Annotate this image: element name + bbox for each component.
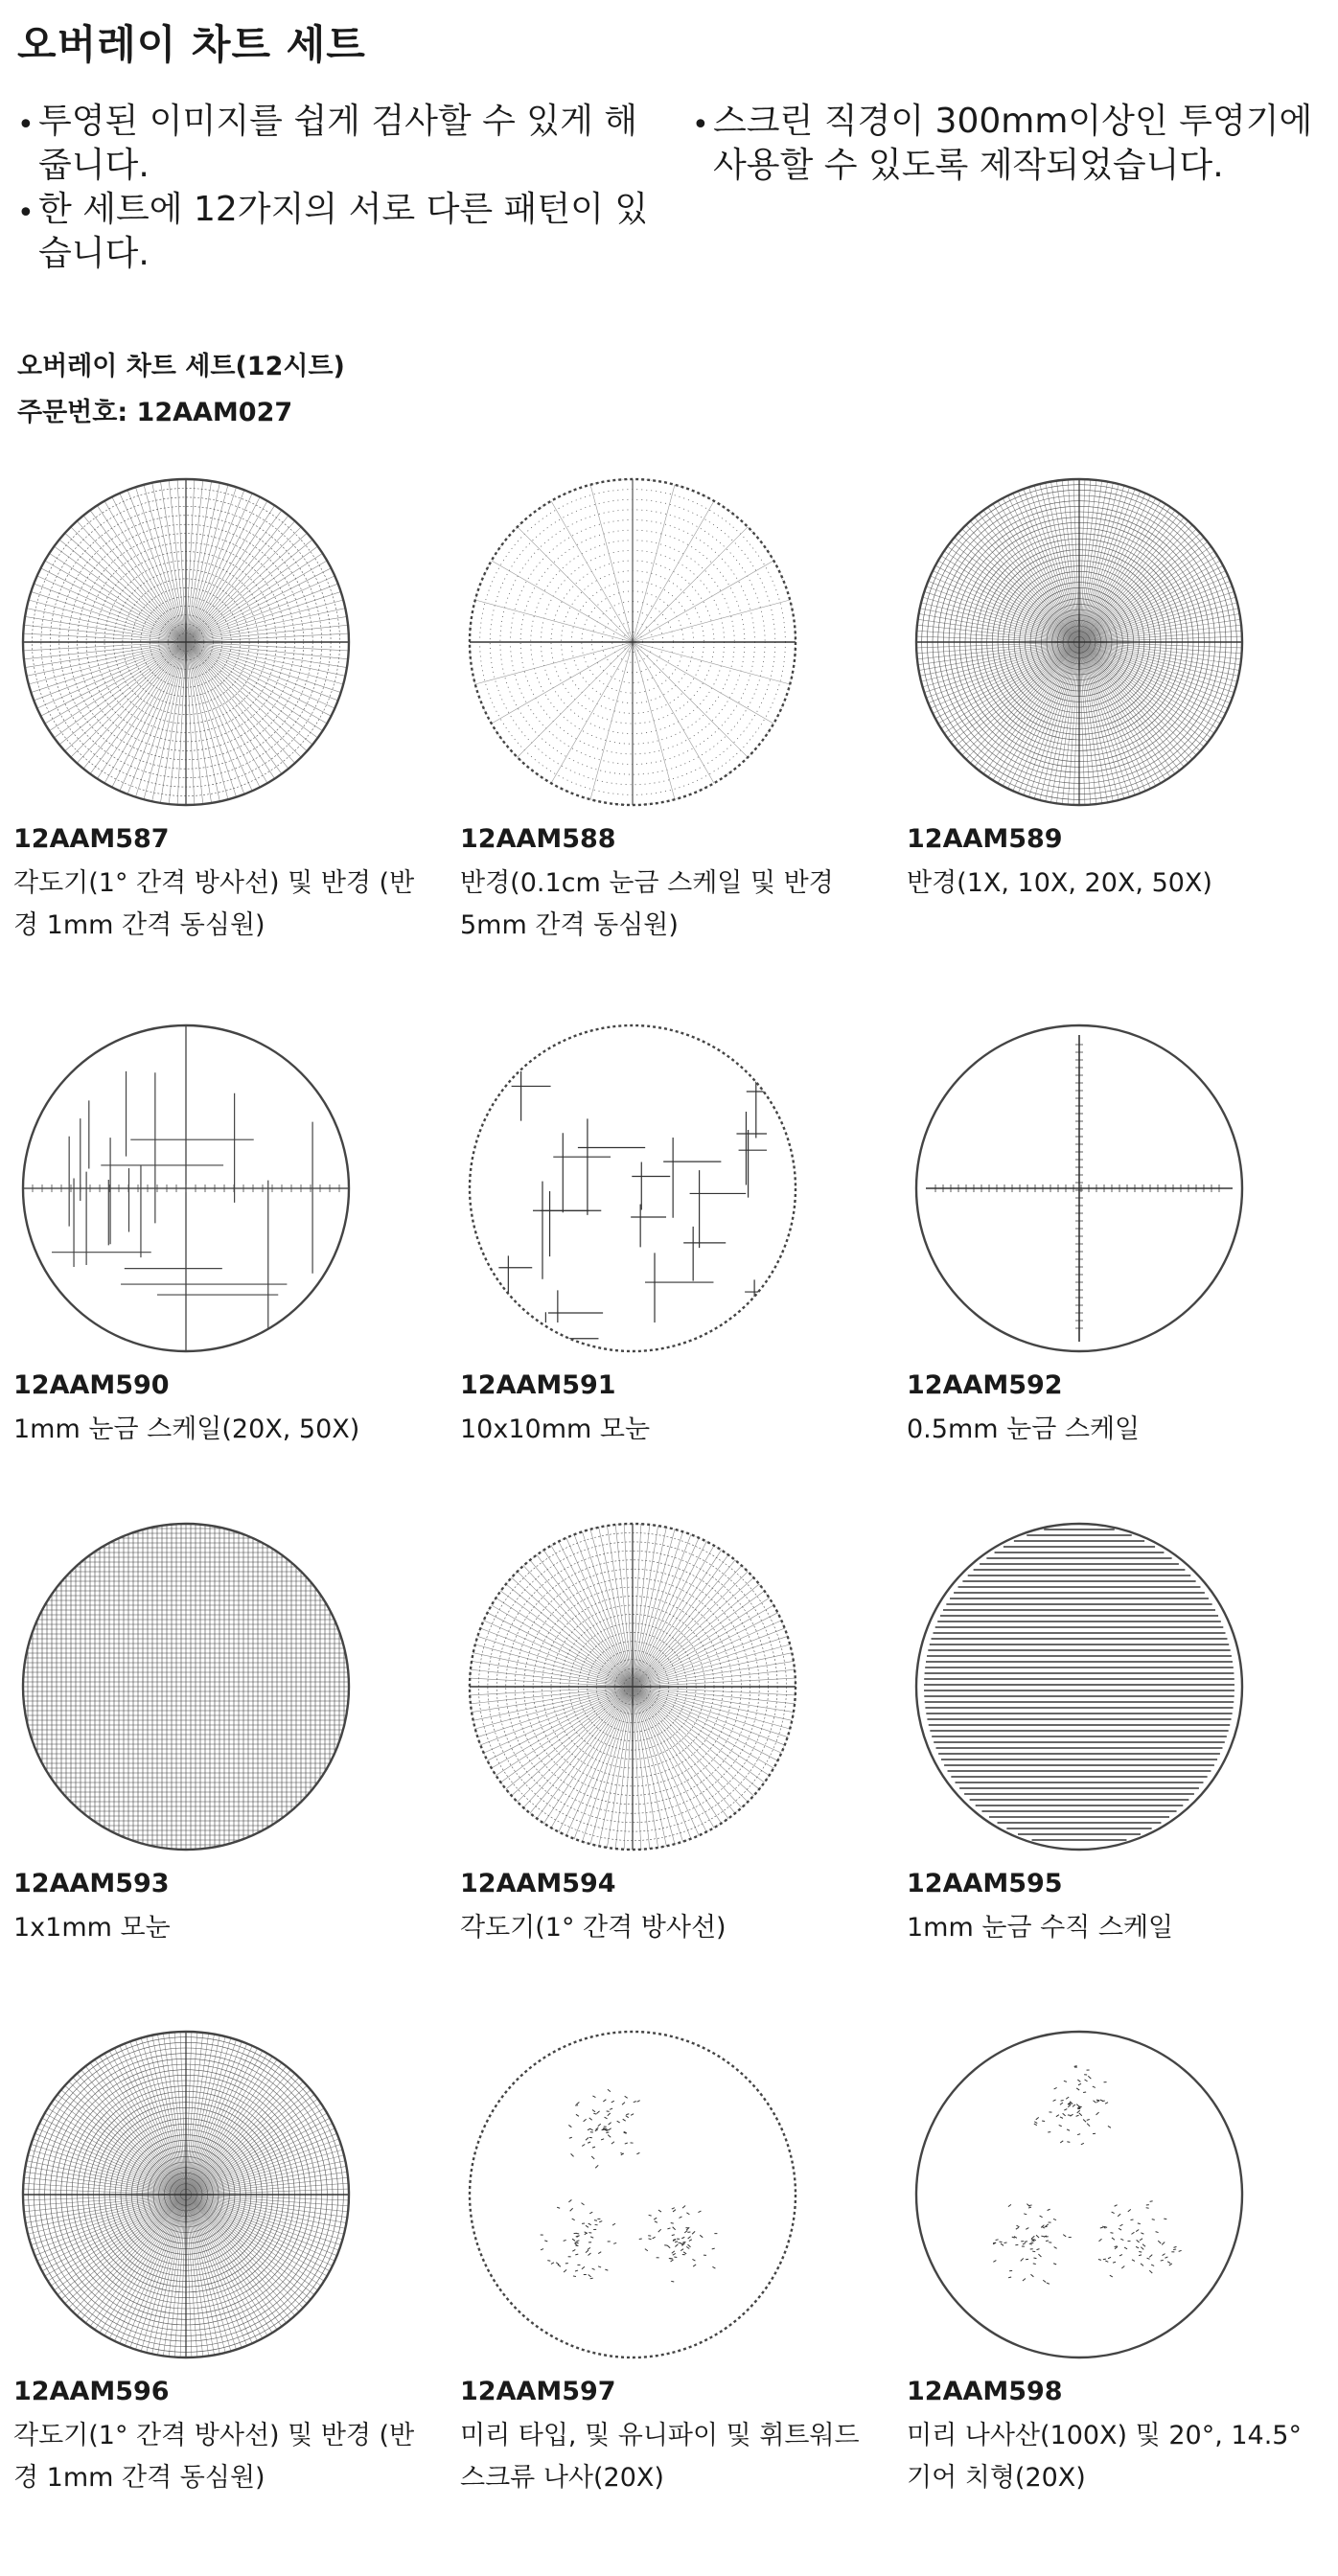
page-title: 오버레이 차트 세트 — [17, 21, 366, 68]
chart-pattern — [924, 1530, 1234, 1840]
chart-description: 각도기(1° 간격 방사선) 및 반경 (반경 1mm 간격 동심원) — [13, 868, 415, 940]
chart-code: 12AAM592 — [907, 1370, 1063, 1400]
chart-description: 반경(1X, 10X, 20X, 50X) — [907, 868, 1212, 898]
chart-pattern — [23, 1025, 349, 1351]
chart-description: 각도기(1° 간격 방사선) — [460, 1913, 727, 1943]
chart-card-12aam591 — [460, 1016, 882, 1514]
chart-card-12aam592 — [907, 1016, 1328, 1514]
chart-code: 12AAM590 — [13, 1370, 170, 1400]
chart-card-12aam589 — [907, 470, 1328, 968]
feature-text: 투영된 이미지를 쉽게 검사할 수 있게 해줍니다. — [38, 102, 638, 185]
chart-code: 12AAM589 — [907, 824, 1063, 854]
feature-item — [692, 100, 1325, 188]
overlay-chart-image — [907, 1514, 1252, 1859]
overlay-chart-image — [460, 2022, 805, 2367]
overlay-chart-image — [13, 1514, 358, 1859]
chart-card-12aam595 — [907, 1514, 1328, 2012]
chart-code: 12AAM597 — [460, 2377, 616, 2406]
chart-description: 미리 타입, 및 유니파이 및 휘트워드 스크류 나사(20X) — [460, 2421, 860, 2493]
overlay-chart-image — [13, 470, 358, 815]
overlay-chart-image — [460, 470, 805, 815]
chart-description: 10x10mm 모눈 — [460, 1414, 651, 1444]
feature-item — [17, 100, 669, 188]
set-name: 오버레이 차트 세트(12시트) — [17, 352, 345, 381]
chart-outline — [470, 2032, 796, 2358]
overlay-chart-image — [13, 1016, 358, 1361]
chart-card-12aam593 — [13, 1514, 435, 2012]
chart-description: 각도기(1° 간격 방사선) 및 반경 (반경 1mm 간격 동심원) — [13, 2421, 415, 2493]
order-number-line — [17, 391, 292, 428]
chart-pattern — [23, 479, 349, 805]
chart-card-12aam587 — [13, 470, 435, 968]
feature-text: 한 세트에 12가지의 서로 다른 패턴이 있습니다. — [38, 190, 649, 273]
bullet-icon: • — [692, 108, 709, 142]
chart-description: 0.5mm 눈금 스케일 — [907, 1414, 1141, 1444]
chart-description: 반경(0.1cm 눈금 스케일 및 반경 5mm 간격 동심원) — [460, 868, 834, 940]
chart-description: 미리 나사산(100X) 및 20°, 14.5° 기어 치형(20X) — [907, 2421, 1302, 2493]
overlay-chart-image — [907, 1016, 1252, 1361]
chart-pattern — [498, 1071, 767, 1339]
chart-description: 1mm 눈금 스케일(20X, 50X) — [13, 1414, 360, 1444]
chart-pattern — [916, 479, 1242, 805]
chart-code: 12AAM596 — [13, 2377, 170, 2406]
chart-code: 12AAM598 — [907, 2377, 1063, 2406]
chart-pattern — [23, 2032, 349, 2358]
order-number: 12AAM027 — [136, 398, 293, 427]
chart-card-12aam590 — [13, 1016, 435, 1514]
chart-pattern — [926, 1035, 1233, 1342]
overlay-chart-image — [13, 2022, 358, 2367]
feature-text: 스크린 직경이 300mm이상인 투영기에 사용할 수 있도록 제작되었습니다. — [713, 102, 1313, 185]
chart-pattern — [470, 1524, 796, 1850]
chart-pattern — [541, 2089, 718, 2282]
feature-item — [17, 188, 669, 276]
overlay-chart-image — [907, 470, 1252, 815]
chart-pattern — [23, 1524, 349, 1850]
chart-card-12aam594 — [460, 1514, 882, 2012]
overlay-chart-image — [907, 2022, 1252, 2367]
chart-pattern — [470, 479, 796, 805]
chart-code: 12AAM593 — [13, 1869, 170, 1898]
chart-pattern — [993, 2066, 1182, 2285]
chart-code: 12AAM595 — [907, 1869, 1063, 1898]
chart-description: 1mm 눈금 수직 스케일 — [907, 1913, 1174, 1943]
chart-description: 1x1mm 모눈 — [13, 1913, 171, 1943]
chart-card-12aam597 — [460, 2022, 882, 2520]
order-label: 주문번호: — [17, 398, 128, 427]
chart-card-12aam588 — [460, 470, 882, 968]
bullet-icon: • — [17, 196, 35, 230]
overlay-chart-image — [460, 1514, 805, 1859]
chart-code: 12AAM588 — [460, 824, 616, 854]
chart-code: 12AAM591 — [460, 1370, 616, 1400]
chart-card-12aam598 — [907, 2022, 1328, 2520]
features-right — [692, 100, 1325, 188]
overlay-chart-image — [460, 1016, 805, 1361]
chart-card-12aam596 — [13, 2022, 435, 2520]
chart-outline — [470, 1025, 796, 1351]
features-left — [17, 100, 669, 276]
chart-code: 12AAM594 — [460, 1869, 616, 1898]
bullet-icon: • — [17, 108, 35, 142]
chart-outline — [916, 1524, 1242, 1850]
chart-code: 12AAM587 — [13, 824, 170, 854]
